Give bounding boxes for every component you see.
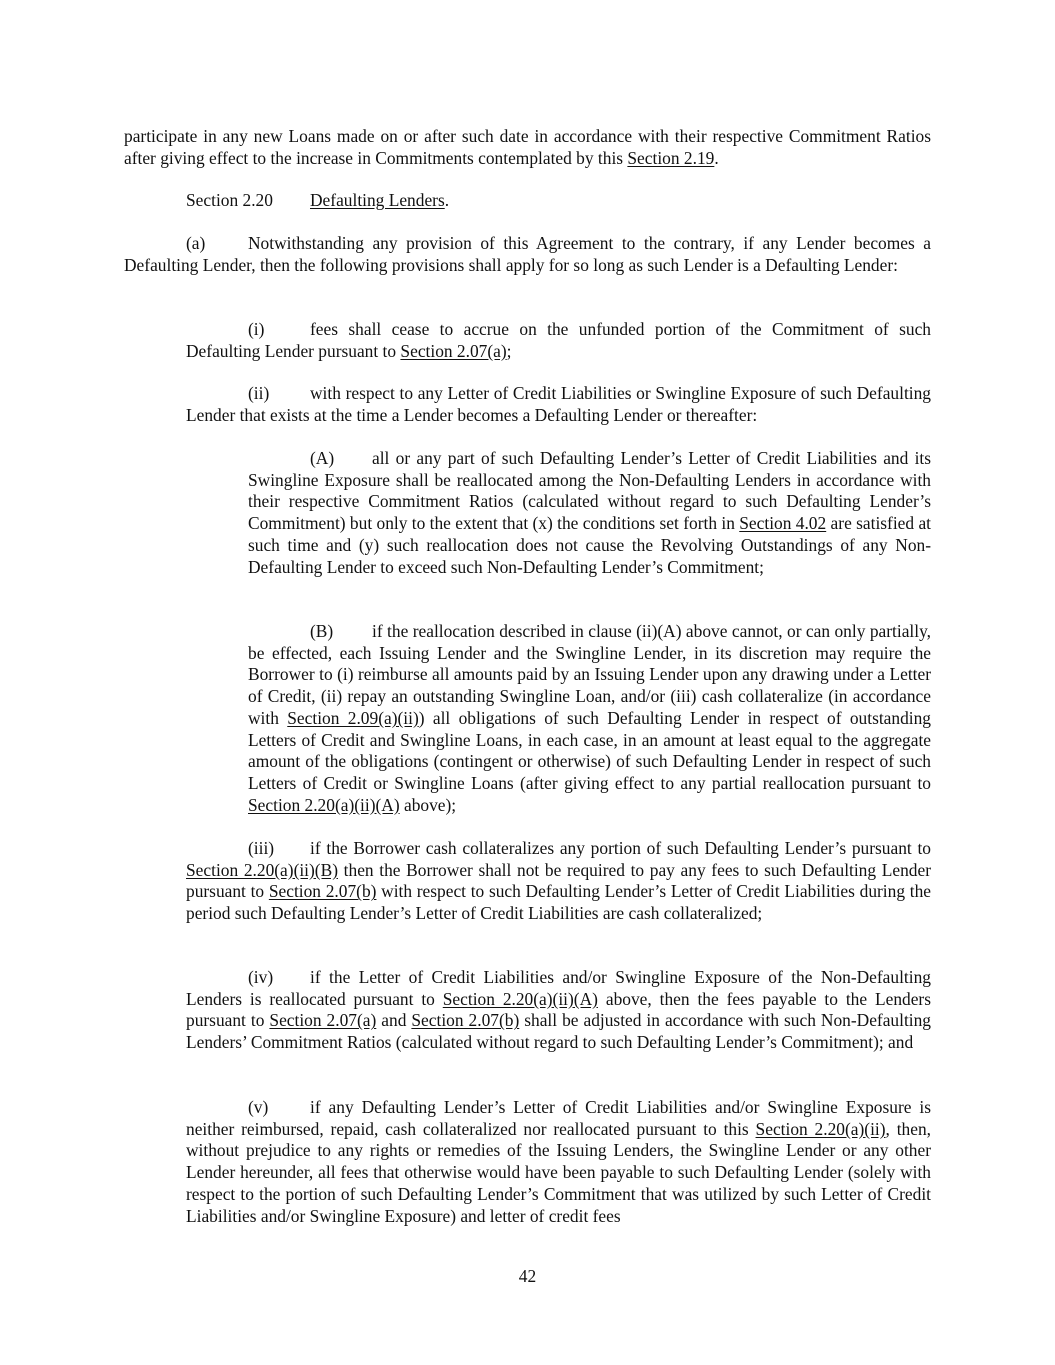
clause-i: (i) fees shall cease to accrue on the unfunded portion of the Commitment of such Defaulting Lender pursuant to Section 2.07(a);	[186, 319, 931, 361]
clause-ii: (ii) with respect to any Letter of Credit Liabilities or Swingline Exposure of such Defaulting Lender that exists at the time a Lender becomes a Defaulting Lender or thereafter:	[186, 383, 931, 425]
section-number: Section 2.20	[186, 190, 273, 210]
section-reference: Section 2.07(b)	[268, 881, 377, 902]
subclause-label: (A)	[310, 448, 335, 468]
section-heading: Section 2.20 Defaulting Lenders.	[186, 190, 450, 210]
paragraph-a: (a) Notwithstanding any provision of this Agreement to the contrary, if any Lender becomes a Defaulting Lender, then the following provisions shall apply for so long as such Lender is a Defaulting Lender:	[124, 233, 931, 275]
section-reference: Section 2.07(a)	[400, 340, 507, 361]
clause-label: (iii)	[248, 838, 275, 858]
clause-iv: (iv) if the Letter of Credit Liabilities and/or Swingline Exposure of the Non-Defaulting Lenders is reallocated pursuant to Section 2.20(a)(ii)(A) above, then the fees payable to the Lenders pursuant to Section 2.07(a) and Section 2.07(b) shall be adjusted in accordance with such Non-Defaulting Lenders’ Commitment Ratios (calculated without regard to such Defaulting Lender’s Commitment); and	[186, 967, 931, 1053]
section-reference: Section 2.19	[627, 147, 715, 168]
subclause-label: (B)	[310, 621, 334, 641]
paragraph-label: (a)	[186, 233, 206, 253]
section-reference: Section 2.20(a)(ii)(B)	[186, 859, 338, 880]
section-reference: Section 4.02	[739, 513, 827, 534]
section-reference: Section 2.20(a)(ii)(A)	[248, 794, 400, 815]
clause-label: (v)	[248, 1097, 269, 1117]
section-reference: Section 2.20(a)(ii)(A)	[442, 988, 598, 1009]
subclause-A: (A) all or any part of such Defaulting Lender’s Letter of Credit Liabilities and its Swingline Exposure shall be reallocated among the Non-Defaulting Lenders in accordance with their respective Commitment Ratios (calculated without regard to such Defaulting Lender’s Commitment) but only to the extent that (x) the conditions set forth in Section 4.02 are satisfied at such time and (y) such reallocation does not cause the Revolving Outstandings of any Non-Defaulting Lender to exceed such Non-Defaulting Lender’s Commitment;	[248, 448, 931, 577]
clause-label: (iv)	[248, 967, 274, 987]
clause-label: (i)	[248, 319, 265, 339]
subclause-B: (B) if the reallocation described in clause (ii)(A) above cannot, or can only partially, be effected, each Issuing Lender and the Swingline Lender, in its discretion may require the Borrower to (i) reimburse all amounts paid by an Issuing Lender upon any drawing under a Letter of Credit, (ii) repay an outstanding Swingline Loan, and/or (iii) cash collateralize (in accordance with Section 2.09(a)(ii)) all obligations of such Defaulting Lender in respect of outstanding Letters of Credit and Swingline Loans, in each case, in an amount at least equal to the aggregate amount of the obligations (contingent or otherwise) of such Defaulting Lender in respect of such Letters of Credit or Swingline Loans (after giving effect to any partial reallocation pursuant to Section 2.20(a)(ii)(A) above);	[248, 621, 931, 815]
section-reference: Section 2.09(a)(ii)	[287, 707, 419, 728]
clause-iii: (iii) if the Borrower cash collateralizes any portion of such Defaulting Lender’s pursuant to Section 2.20(a)(ii)(B) then the Borrower shall not be required to pay any fees to such Defaulting Lender pursuant to Section 2.07(b) with respect to such Defaulting Lender’s Letter of Credit Liabilities during the period such Defaulting Lender’s Letter of Credit Liabilities are cash collateralized;	[186, 838, 931, 924]
section-reference: Section 2.07(b)	[411, 1010, 520, 1031]
continuation-paragraph: participate in any new Loans made on or after such date in accordance with their respective Commitment Ratios after giving effect to the increase in Commitments contemplated by this Section 2.19.	[124, 126, 931, 168]
clause-v: (v) if any Defaulting Lender’s Letter of Credit Liabilities and/or Swingline Exposure is neither reimbursed, repaid, cash collateralized nor reallocated pursuant to this Section 2.20(a)(ii), then, without prejudice to any rights or remedies of the Issuing Lenders, the Swingline Lender or any other Lender hereunder, all fees that otherwise would have been payable to such Defaulting Lender (solely with respect to the portion of such Defaulting Lender’s Commitment that was utilized by such Letter of Credit Liabilities and/or Swingline Exposure) and letter of credit fees	[186, 1097, 931, 1226]
clause-label: (ii)	[248, 383, 270, 403]
page-number: 42	[518, 1266, 537, 1286]
section-reference: Section 2.07(a)	[269, 1010, 377, 1031]
section-reference: Section 2.20(a)(ii)	[755, 1118, 886, 1139]
section-title: Defaulting Lenders	[310, 190, 445, 210]
